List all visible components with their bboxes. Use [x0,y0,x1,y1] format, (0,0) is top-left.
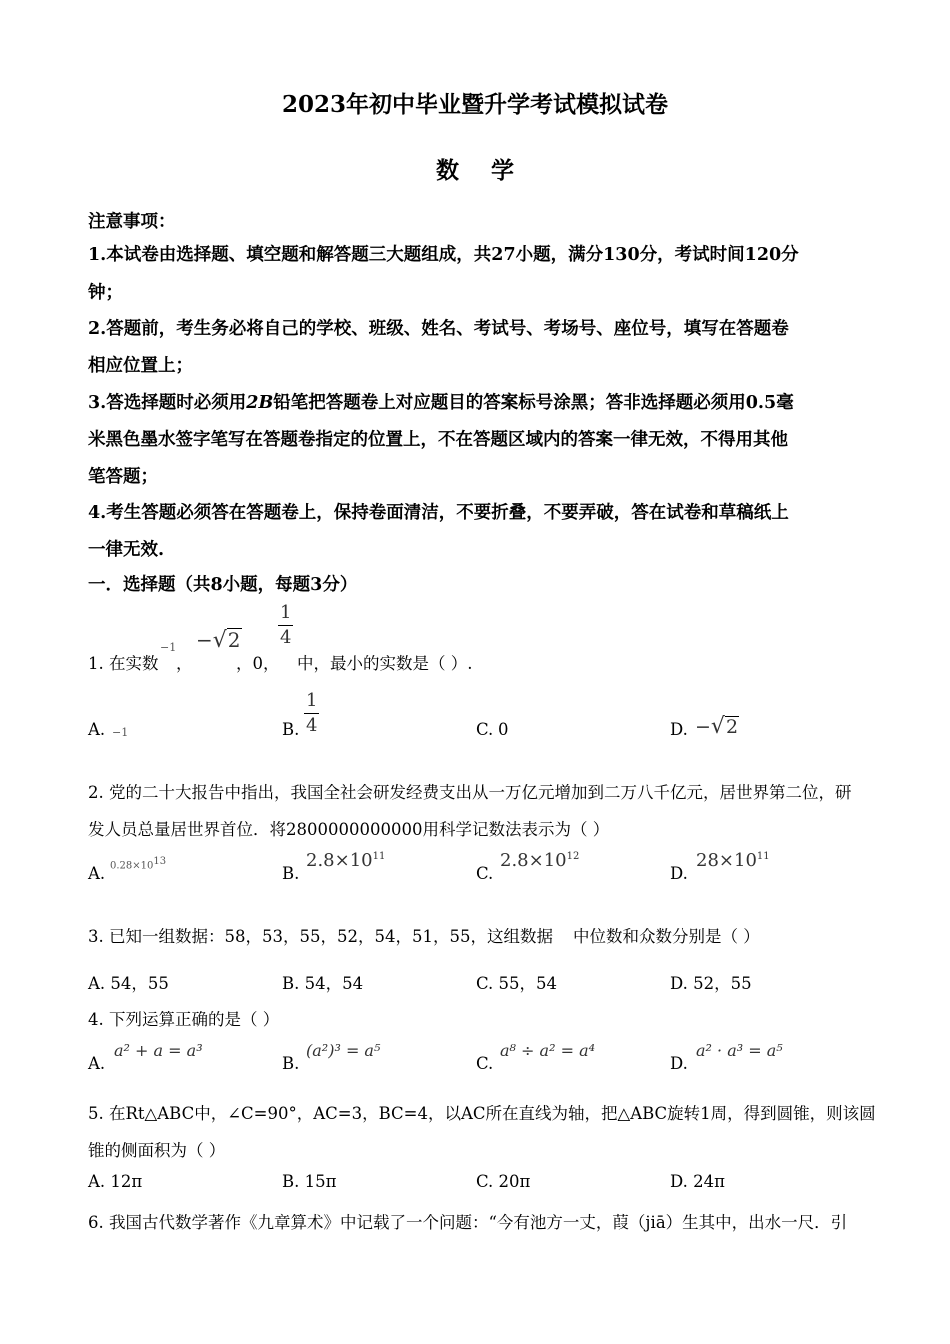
q1-frac-num: 1 [280,602,292,623]
q3-option-c: C. 55，54 [476,974,558,993]
fraction-bar [278,625,293,626]
q2-stem-cont: 发人员总量居世界首位．将2800000000000用科学记数法表示为（ ） [88,820,610,839]
q5-option-b: B. 15π [282,1172,337,1191]
q1-prefix: 1. 在实数 [88,654,159,673]
q1-option-b [304,692,319,735]
notice-item-4: 4.考生答题必须答在答题卷上，保持卷面清洁，不要折叠，不要弄破，答在试卷和草稿纸上 [88,503,789,523]
notice-item-3-pencil: 2B [246,393,274,413]
q4-option-c-label: C. [476,1054,494,1073]
q1-sqrt-arg: 2 [227,628,241,652]
notice-item-3-part-a: 3.答选择题时必须用 [88,393,247,413]
q3-stem-cont: 中位数和众数分别是（ ） [573,927,760,946]
q1-option-c-label: C. [476,720,494,739]
q1-option-a-label: A. [88,720,106,739]
q2-stem: 2. 党的二十大报告中指出，我国全社会研发经费支出从一万亿元增加到二万八千亿元，居世界第二位，研 [88,783,852,802]
q2-option-c-label: C. [476,864,494,883]
q2-option-a-label: A. [88,864,106,883]
subject-title: 数 学 [435,157,515,184]
q4-option-a: a² + a = a³ [114,1041,203,1060]
q4-option-d: a² · a³ = a⁵ [696,1041,783,1060]
q3-stem: 3. 已知一组数据：58，53，55，52，54，51，55，这组数据 [88,927,553,946]
notice-item-2-cont: 相应位置上； [88,356,193,376]
q1-comma: ， [176,654,193,673]
q5-option-a: A. 12π [88,1172,143,1191]
q4-option-d-label: D. [670,1054,688,1073]
q3-option-a: A. 54，55 [88,974,169,993]
q1-option-a: −1 [112,726,129,739]
q2-option-b: $2.8\times 10^{11}$ [306,850,386,871]
fraction-bar [304,713,319,714]
notice-item-1: 1.本试卷由选择题、填空题和解答题三大题组成，共27小题，满分130分，考试时间120分 [88,245,799,265]
sqrt-symbol-icon: √ [212,628,227,653]
q5-option-d: D. 24π [670,1172,725,1191]
q1-d-sqrt-arg: 2 [725,716,739,738]
q2-option-d-label: D. [670,864,688,883]
q5-stem: 5. 在Rt△ABC中，∠C=90°，AC=3，BC=4，以AC所在直线为轴，把△ABC旋转1周，得到圆锥，则该圆 [88,1104,876,1123]
q1-zero: ，0， [236,654,280,673]
q3-option-d: D. 52，55 [670,974,752,993]
q5-stem-cont: 锥的侧面积为（ ） [88,1141,226,1160]
q4-option-b-label: B. [282,1054,300,1073]
exam-title: 2023年初中毕业暨升学考试模拟试卷 [281,91,668,118]
notice-item-3-cont: 米黑色墨水签字笔写在答题卷指定的位置上，不在答题区域内的答案一律无效，不得用其他 [88,430,788,450]
q1-stem [88,650,159,674]
q1-option-d-label: D. [670,720,688,739]
q1-minus: − [196,628,213,652]
q3-option-b: B. 54，54 [282,974,364,993]
section-heading: 一．选择题（共8小题，每题3分） [88,575,358,595]
sqrt-symbol-icon: √ [710,714,725,739]
notice-item-1-cont: 钟； [88,283,123,303]
q1-option-b-label: B. [282,720,300,739]
q4-stem: 4. 下列运算正确的是（ ） [88,1010,280,1029]
notice-heading: 注意事项： [88,212,176,232]
q6-stem: 6. 我国古代数学著作《九章算术》中记载了一个问题：“今有池方一丈，葭（jiā）生其中，出水一尺．引 [88,1213,848,1232]
q4-option-a-label: A. [88,1054,106,1073]
q1-suffix: 中，最小的实数是（ ）. [297,654,473,673]
q1-fraction [278,604,293,647]
q1-frac-den: 4 [280,627,292,648]
notice-item-3-part-c: 铅笔把答题卷上对应题目的答案标号涂黑；答非选择题必须用0.5毫 [273,393,794,413]
q1-d-minus: − [695,716,711,738]
q2-option-a: $0.28\times 10^{13}$ [110,856,167,872]
q2-option-c: $2.8\times 10^{12}$ [500,850,580,871]
notice-item-2: 2.答题前，考生务必将自己的学校、班级、姓名、考试号、考场号、座位号，填写在答题卷 [88,319,789,339]
q4-option-b: (a²)³ = a⁵ [306,1041,381,1060]
q2-option-b-label: B. [282,864,300,883]
q1-option-c: 0 [498,720,509,739]
notice-item-3 [88,389,794,414]
q1-option-d [695,714,739,739]
q1-neg-one: −1 [160,641,177,654]
q5-option-c: C. 20π [476,1172,531,1191]
q1-b-num: 1 [306,690,318,711]
notice-item-3-cont2: 笔答题； [88,467,158,487]
notice-item-4-cont: 一律无效. [88,540,165,560]
q2-option-d: $28\times 10^{11}$ [696,850,770,871]
q1-neg-sqrt2 [196,628,242,653]
q4-option-c: a⁸ ÷ a² = a⁴ [500,1041,596,1060]
q1-b-den: 4 [306,715,318,736]
